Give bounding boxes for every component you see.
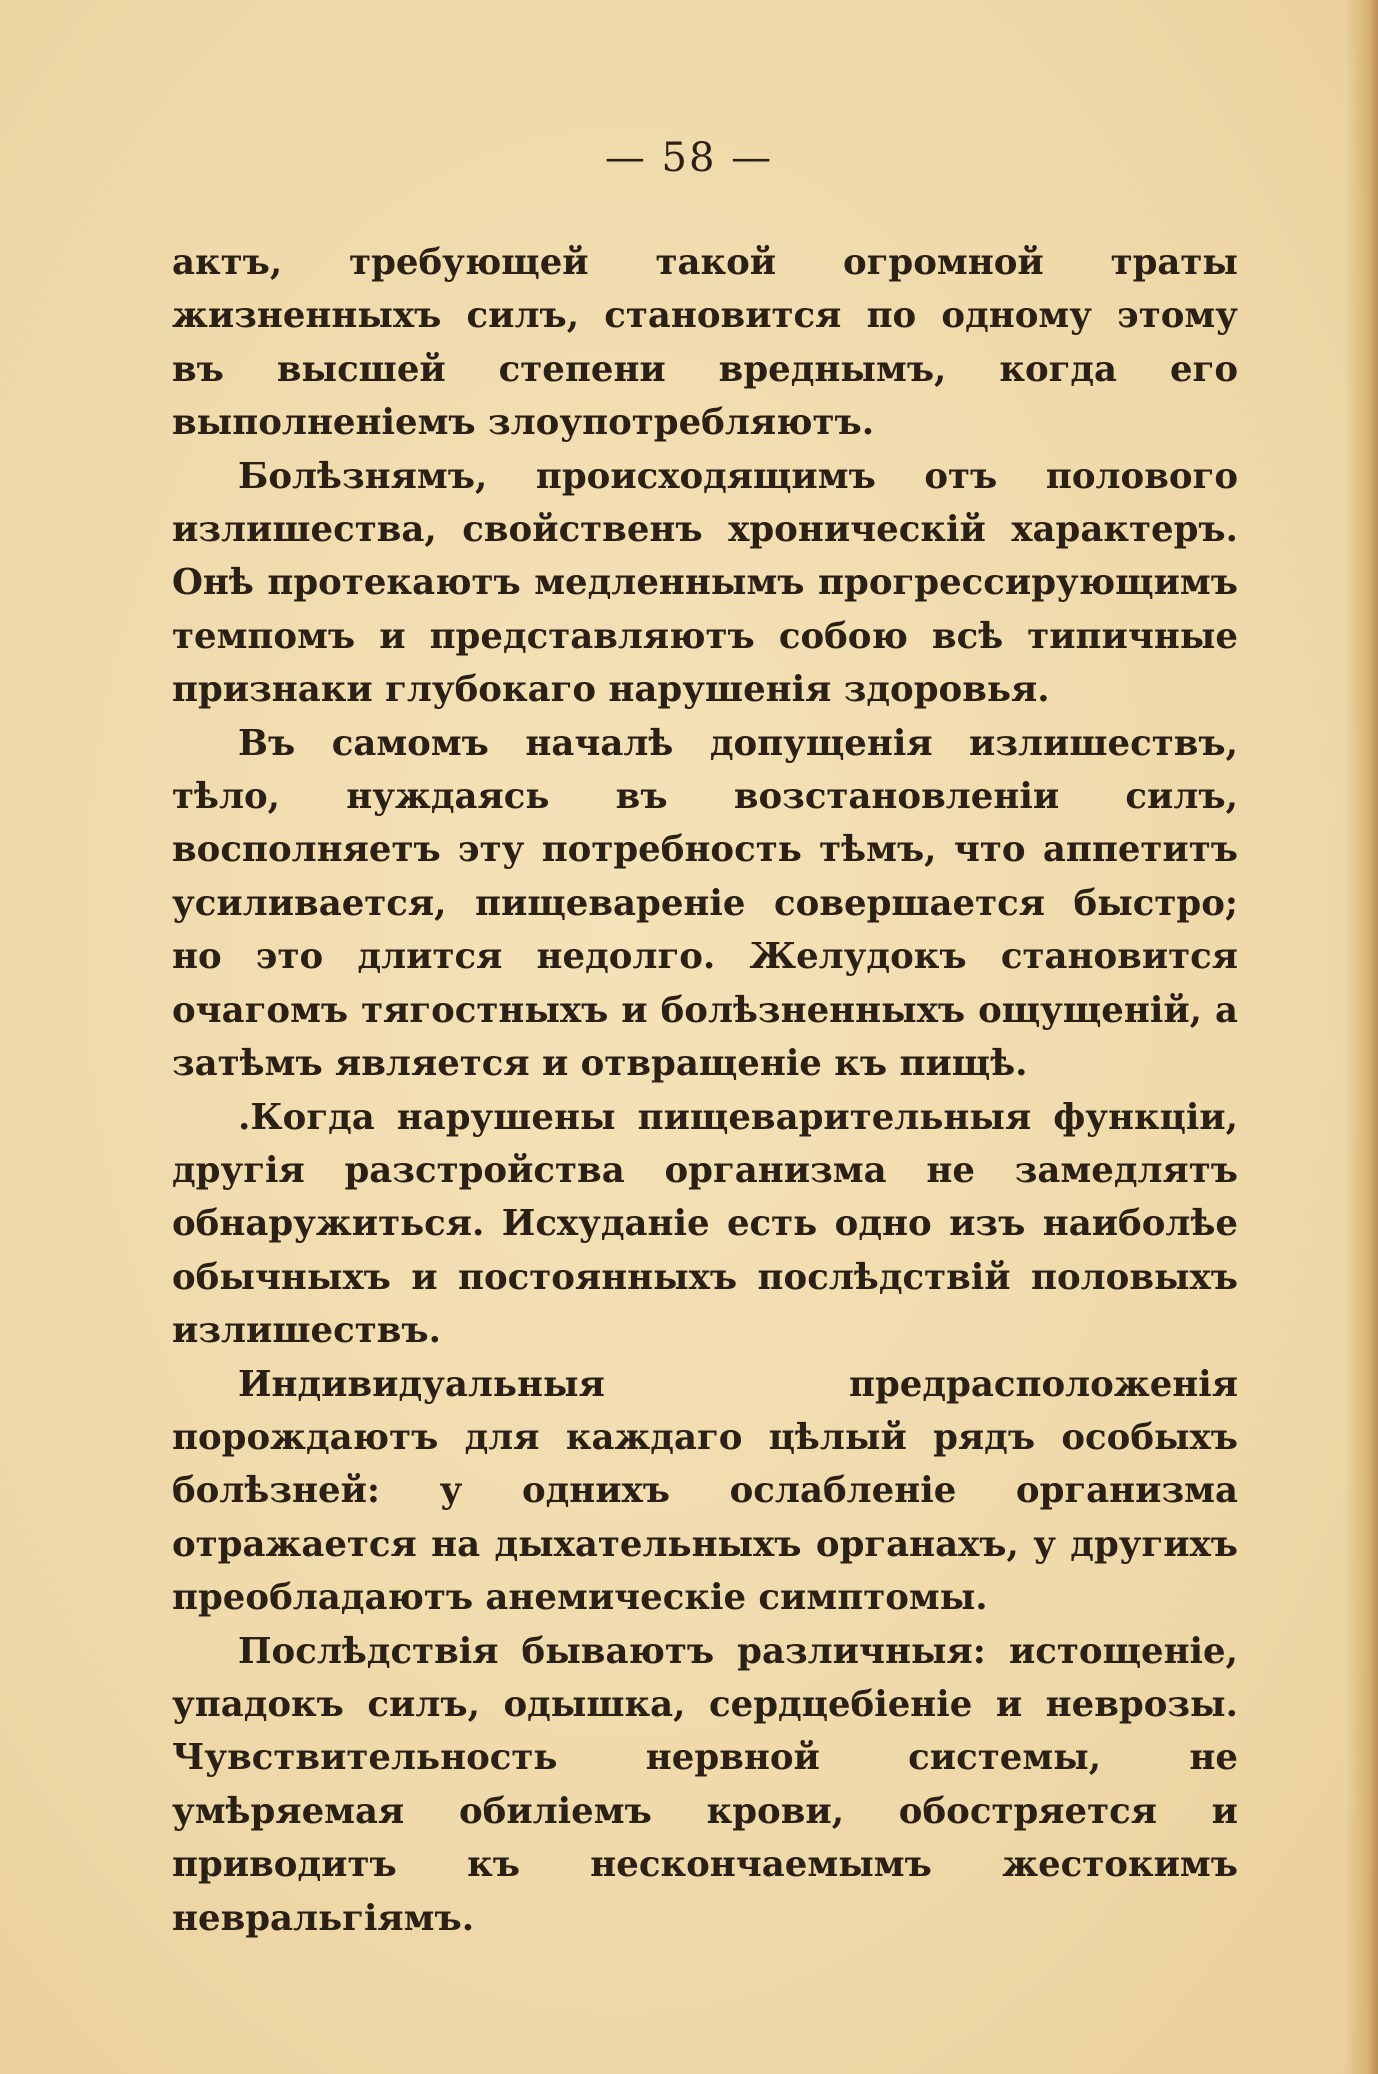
paragraph: Въ самомъ началѣ допущенія излишествъ, тѣло, нуждаясь въ возстановленіи силъ, восполняетъ эту потребность тѣмъ, что аппетитъ усиливается, пищевареніе совершается быстро; но это длится недолго. Желудокъ становится очагомъ тягостныхъ и болѣзненныхъ ощущеній, а затѣмъ является и отвращеніе къ пищѣ. — [172, 722, 1238, 1085]
paragraph: Послѣдствія бываютъ различныя: истощеніе, упадокъ силъ, одышка, сердцебіеніе и неврозы. Чувствительность нервной системы, не умѣряемая обиліемъ крови, обостряется и приводитъ къ нескончаемымъ жестокимъ невральгіямъ. — [172, 1630, 1238, 1939]
paragraph: Индивидуальныя предрасположенія порождаютъ для каждаго цѣлый рядъ особыхъ болѣзней: у однихъ ослабленіе организма отражается на дыхательныхъ органахъ, у другихъ преобладаютъ анемическіе симптомы. — [172, 1363, 1238, 1619]
paragraph: .Когда нарушены пищеварительныя функціи, другія разстройства организма не замедлятъ обнаружиться. Исхуданіе есть одно изъ наиболѣе обычныхъ и постоянныхъ послѣдствій половыхъ излишествъ. — [172, 1096, 1238, 1352]
page-number: — 58 — — [604, 135, 774, 181]
page-edge-shadow — [1344, 0, 1378, 2074]
paragraph: Болѣзнямъ, происходящимъ отъ полового излишества, свойственъ хроническій характеръ. Онѣ протекаютъ медленнымъ прогрессирующимъ темпомъ и представляютъ собою всѣ типичные признаки глубокаго нарушенія здоровья. — [172, 455, 1238, 711]
paragraph-continuation: актъ, требующей такой огромной траты жизненныхъ силъ, становится по одному этому въ высшей степени вреднымъ, когда его выполненіемъ злоупотребляютъ. — [172, 242, 1238, 444]
body-text — [172, 236, 1238, 1945]
